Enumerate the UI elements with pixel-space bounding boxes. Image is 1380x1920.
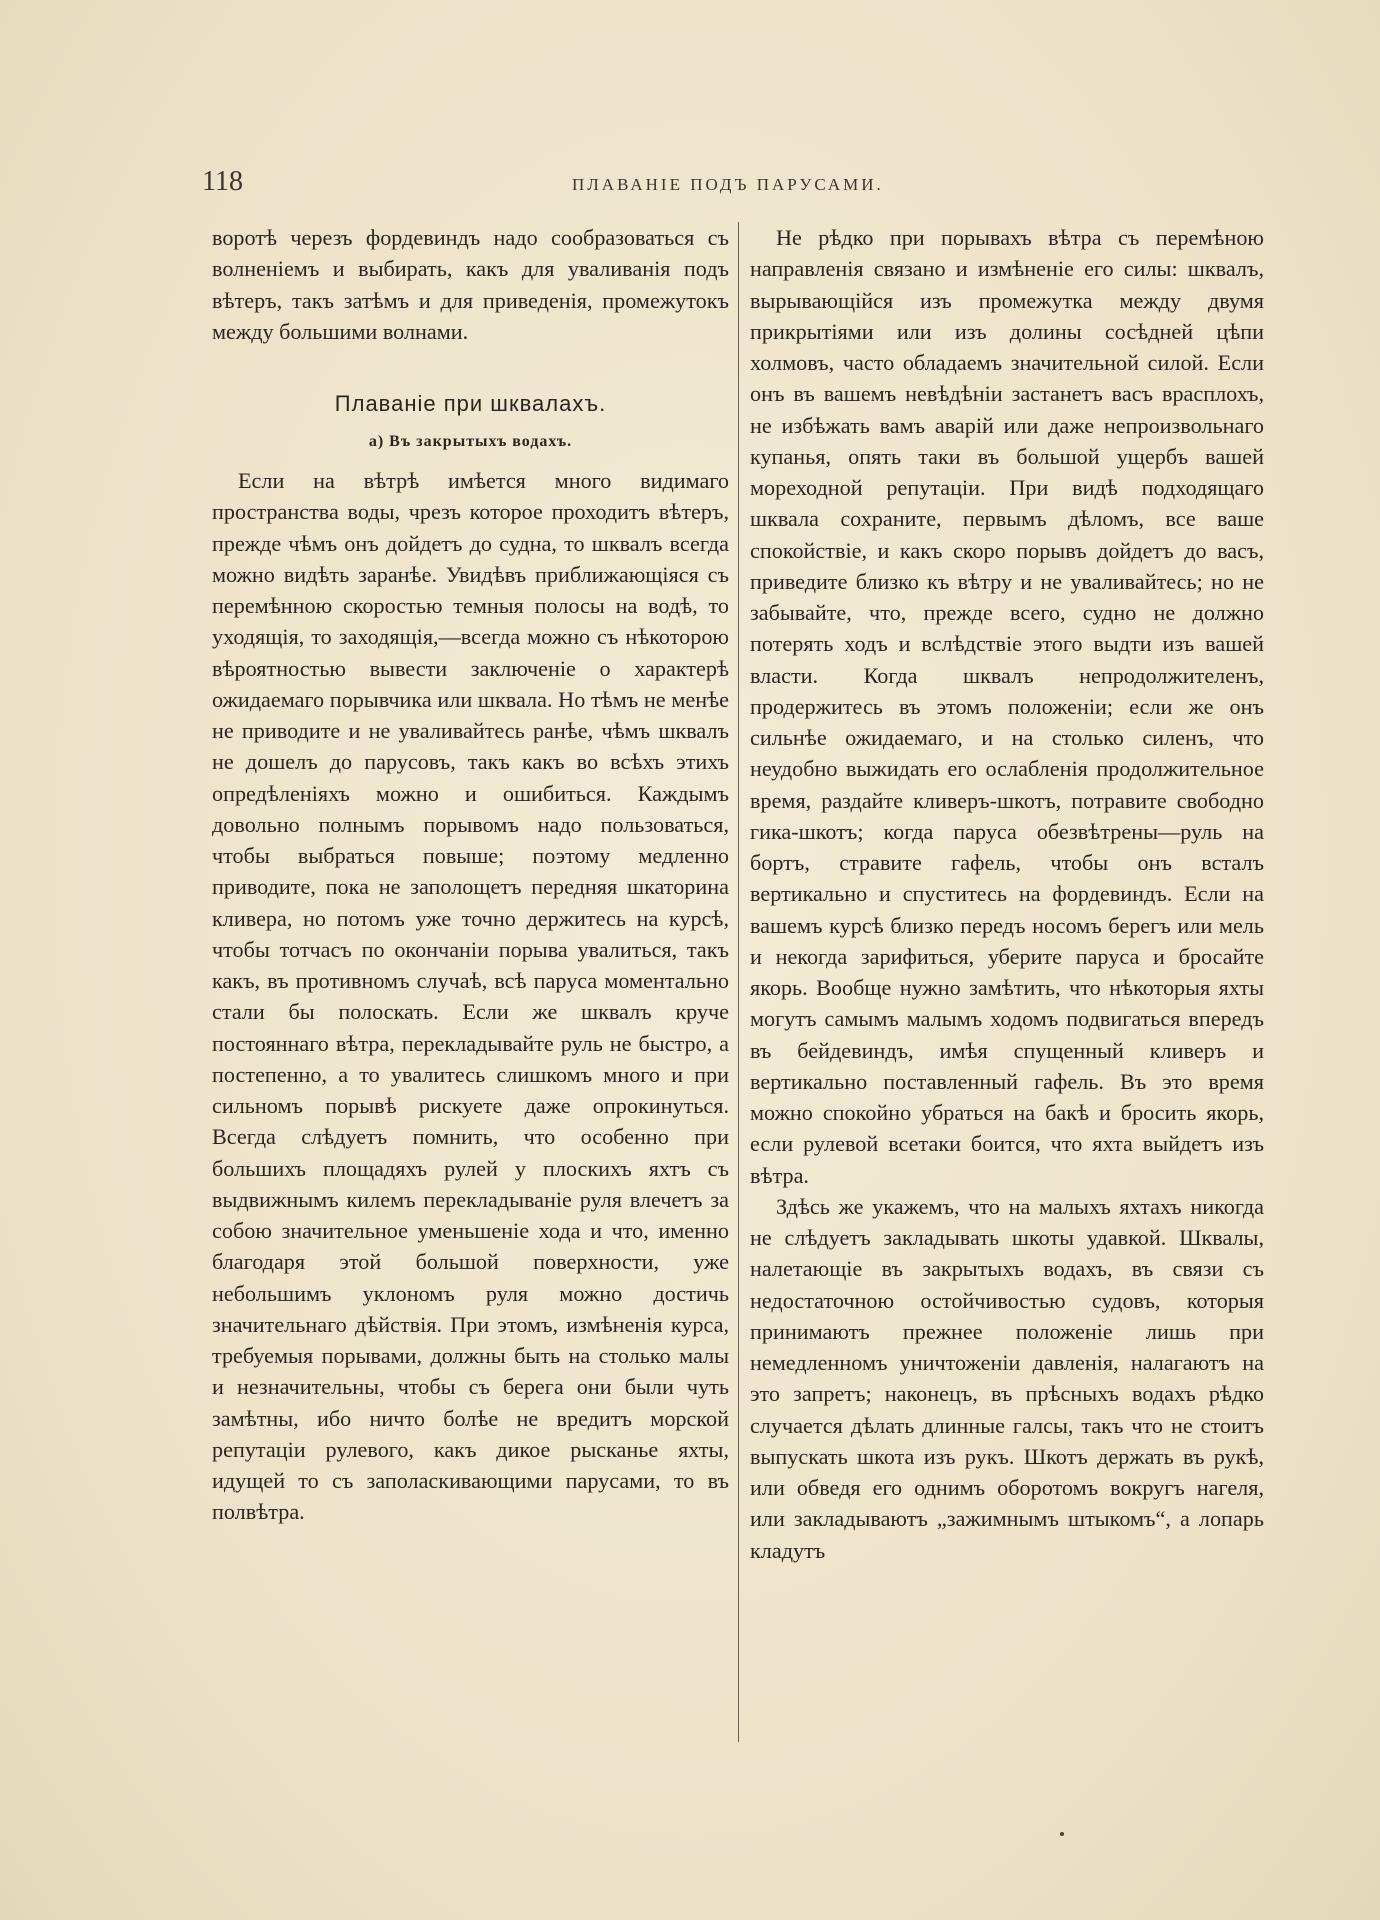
paragraph: Если на вѣтрѣ имѣется много видимаго пространства воды, чрезъ которое проходитъ вѣтеръ, прежде чѣмъ онъ дойдетъ до судна, то шквалъ всегда можно видѣть заранѣе. Увидѣвъ приближающіяся съ перемѣнною скоростью темныя полосы на водѣ, то уходящія, то заходящія,—всегда можно съ нѣкоторою вѣроятностью вывести заключеніе о характерѣ ожидаемаго порывчика или шквала. Но тѣмъ не менѣе не приводите и не уваливайтесь ранѣе, чѣмъ шквалъ не дошелъ до парусовъ, такъ какъ во всѣхъ этихъ опредѣленіяхъ можно и ошибиться. Каждымъ довольно полнымъ порывомъ надо пользоваться, чтобы выбраться повыше; поэтому медленно приводите, пока не заполощетъ передняя шкаторина кливера, но потомъ уже точно держитесь на курсѣ, чтобы тотчасъ по окончаніи порыва увалиться, такъ какъ, въ противномъ случаѣ, всѣ паруса моментально стали бы полоскать. Если же шквалъ круче постояннаго вѣтра, перекладывайте руль не быстро, а постепенно, а то увалитесь слишкомъ много и при сильномъ порывѣ рискуете даже опрокинуться. Всегда слѣдуетъ помнить, что особенно при большихъ площадяхъ рулей у плоскихъ яхтъ съ выдвижнымъ килемъ перекладываніе руля влечетъ за собою значительное уменьшеніе хода и что, именно благодаря этой большой поверхности, уже небольшимъ уклономъ руля можно достичь значительнаго дѣйствія. При этомъ, измѣненія курса, требуемыя порывами, должны быть на столько малы и незначительны, чтобы съ берега они были чуть замѣтны, ибо ничто болѣе не вредитъ морской репутаціи рулевого, какъ дикое рысканье яхты, идущей то съ заполаскивающими парусами, то въ полвѣтра. — [212, 468, 729, 1525]
subheading: а) Въ закрытыхъ водахъ. — [368, 433, 573, 450]
right-column — [750, 222, 1264, 1566]
section-heading: Плаваніе при шквалахъ. — [334, 391, 607, 416]
ink-speck — [1060, 1832, 1064, 1836]
column-divider — [738, 222, 739, 1742]
paragraph: Не рѣдко при порывахъ вѣтра съ перемѣною направленія связано и измѣненіе его силы: шквалъ, вырывающійся изъ промежутка между двумя прикрытіями или изъ долины сосѣдней цѣпи холмовъ, часто обладаемъ значительной силой. Если онъ въ вашемъ невѣдѣніи застанетъ васъ врасплохъ, не избѣжать вамъ аварій или даже непроизвольнаго купанья, опять таки въ большой ущербъ вашей мореходной репутаціи. При видѣ подходящаго шквала сохраните, первымъ дѣломъ, все ваше спокойствіе, и какъ скоро порывъ дойдетъ до васъ, приведите близко къ вѣтру и не уваливайтесь; но не забывайте, что, прежде всего, судно не должно потерять ходъ и вслѣдствіе этого выдти изъ вашей власти. Когда шквалъ непродолжителенъ, продержитесь въ этомъ положеніи; если же онъ сильнѣе ожидаемаго, и на столько силенъ, что неудобно выжидать его ослабленія продолжительное время, раздайте кливеръ-шкотъ, потравите свободно гика-шкотъ; когда паруса обезвѣтрены—руль на бортъ, стравите гафель, чтобы онъ всталъ вертикально и спуститесь на фордевиндъ. Если на вашемъ курсѣ близко передъ носомъ берегъ или мель и некогда зарифиться, уберите паруса и бросайте якорь. Вообще нужно замѣтить, что нѣкоторыя яхты могутъ самымъ малымъ ходомъ подвигаться впередъ въ бейдевиндъ, имѣя спущенный кливеръ и вертикально поставленный гафель. Въ это время можно спокойно убраться на бакѣ и бросить якорь, если рулевой всетаки боится, что яхта выйдетъ изъ вѣтра. — [750, 225, 1264, 1188]
page-number: 118 — [202, 166, 243, 197]
page-header — [202, 166, 1262, 206]
left-column — [212, 222, 729, 1528]
paragraph: Здѣсь же укажемъ, что на малыхъ яхтахъ никогда не слѣдуетъ закладывать шкоты удавкой. Шквалы, налетающіе въ закрытыхъ водахъ, въ связи съ недостаточною остойчивостью судовъ, которыя принимаютъ прежнее положеніе лишь при немедленномъ уничтоженіи давленія, налагаютъ на это запретъ; наконецъ, въ прѣсныхъ водахъ рѣдко случается дѣлать длинные галсы, такъ что не стоитъ выпускать шкота изъ рукъ. Шкотъ держать въ рукѣ, или обведя его однимъ оборотомъ вокругъ нагеля, или закладываютъ „зажимнымъ штыкомъ“, а лопарь кладутъ — [750, 1193, 1264, 1563]
running-title: ПЛАВАНІЕ ПОДЪ ПАРУСАМИ. — [572, 175, 884, 194]
paragraph: воротѣ черезъ фордевиндъ надо сообразоваться съ волненіемъ и выбирать, какъ для уваливанія подъ вѣтеръ, такъ затѣмъ и для приведенія, промежутокъ между большими волнами. — [212, 225, 729, 344]
